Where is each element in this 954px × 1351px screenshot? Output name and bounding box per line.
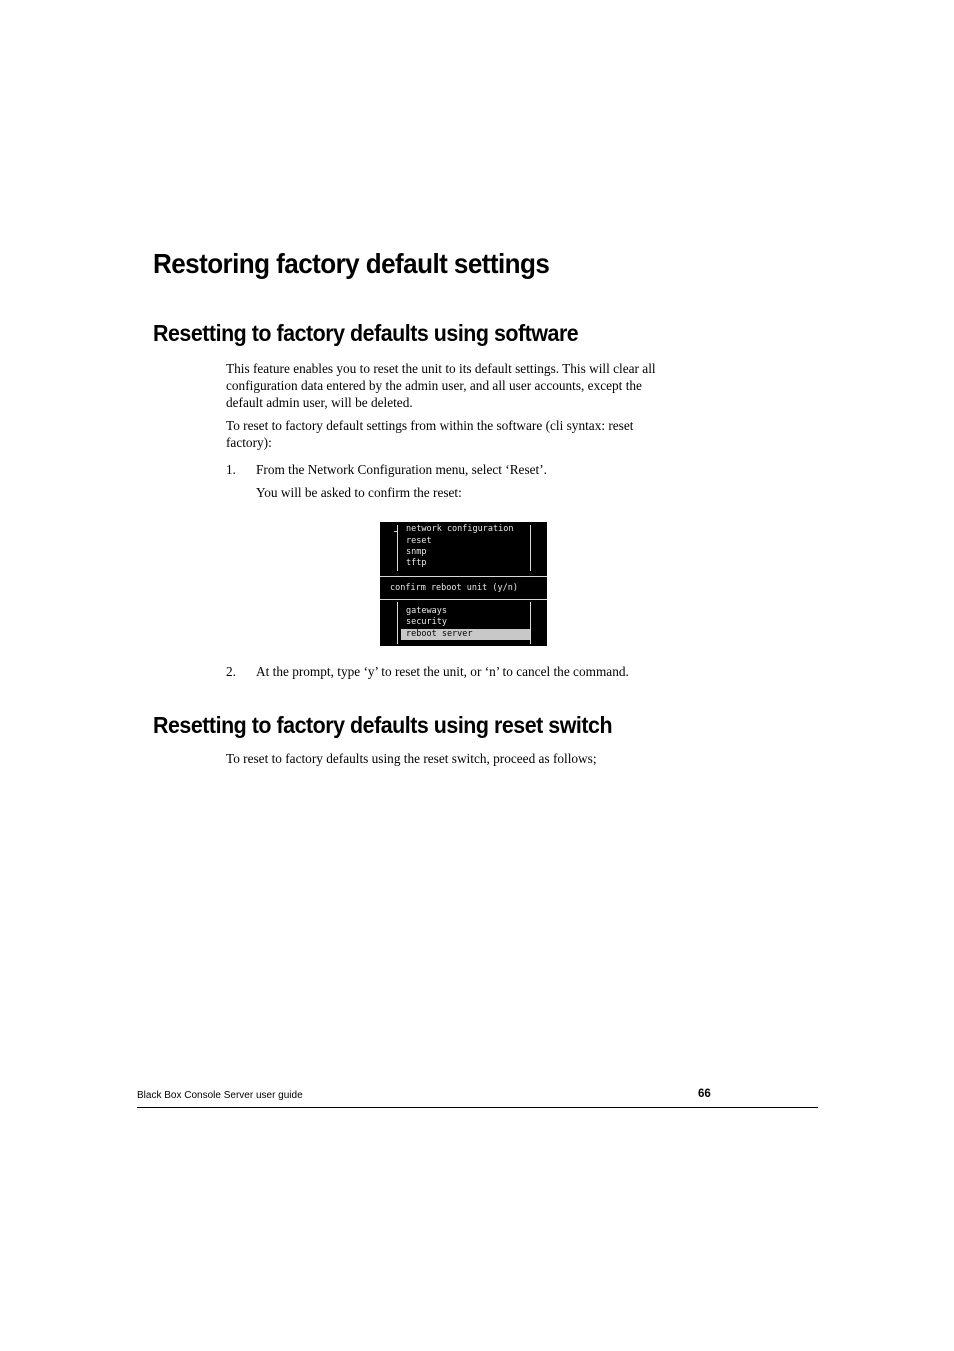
intro-line-1: This feature enables you to reset the unit to its default settings. This will clear all	[226, 361, 656, 376]
prompt-border-bottom	[380, 599, 547, 600]
lower-border-left	[397, 602, 398, 644]
menu-item-tftp: tftp	[406, 558, 427, 568]
intro-line-3: default admin user, will be deleted.	[226, 395, 413, 410]
instructions-paragraph	[226, 417, 696, 451]
menu-border-tick	[394, 531, 398, 532]
step-2-number: 2.	[226, 664, 236, 679]
reset-switch-paragraph: To reset to factory defaults using the reset switch, proceed as follows;	[226, 751, 597, 766]
section-heading-reset-switch: Resetting to factory defaults using reset switch	[153, 712, 613, 738]
lower-border-right	[530, 602, 531, 644]
menu-item-reboot-server: reboot server	[406, 629, 473, 639]
page-title: Restoring factory default settings	[153, 248, 550, 279]
step-2-text: At the prompt, type ‘y’ to reset the unit, or ‘n’ to cancel the command.	[256, 664, 629, 679]
step-1-note: You will be asked to confirm the reset:	[256, 485, 462, 500]
footer-page-number: 66	[698, 1088, 711, 1100]
instructions-line-2: factory):	[226, 435, 272, 450]
confirm-prompt: confirm reboot unit (y/n)	[390, 583, 518, 593]
footer-guide-title: Black Box Console Server user guide	[137, 1090, 303, 1101]
menu-border-right	[530, 525, 531, 571]
step-1-number: 1.	[226, 462, 236, 477]
step-1-text: From the Network Configuration menu, select ‘Reset’.	[256, 462, 547, 477]
prompt-border-top	[380, 576, 547, 577]
menu-item-reset: reset	[406, 536, 432, 546]
menu-title: network configuration	[406, 524, 514, 534]
menu-item-snmp: snmp	[406, 547, 427, 557]
intro-paragraph	[226, 360, 696, 411]
footer-rule	[137, 1107, 818, 1108]
menu-item-security: security	[406, 617, 447, 627]
instructions-line-1: To reset to factory default settings from within the software (cli syntax: reset	[226, 418, 634, 433]
section-heading-software: Resetting to factory defaults using software	[153, 320, 579, 346]
menu-item-gateways: gateways	[406, 606, 447, 616]
intro-line-2: configuration data entered by the admin user, and all user accounts, except the	[226, 378, 642, 393]
terminal-screenshot	[380, 522, 547, 646]
